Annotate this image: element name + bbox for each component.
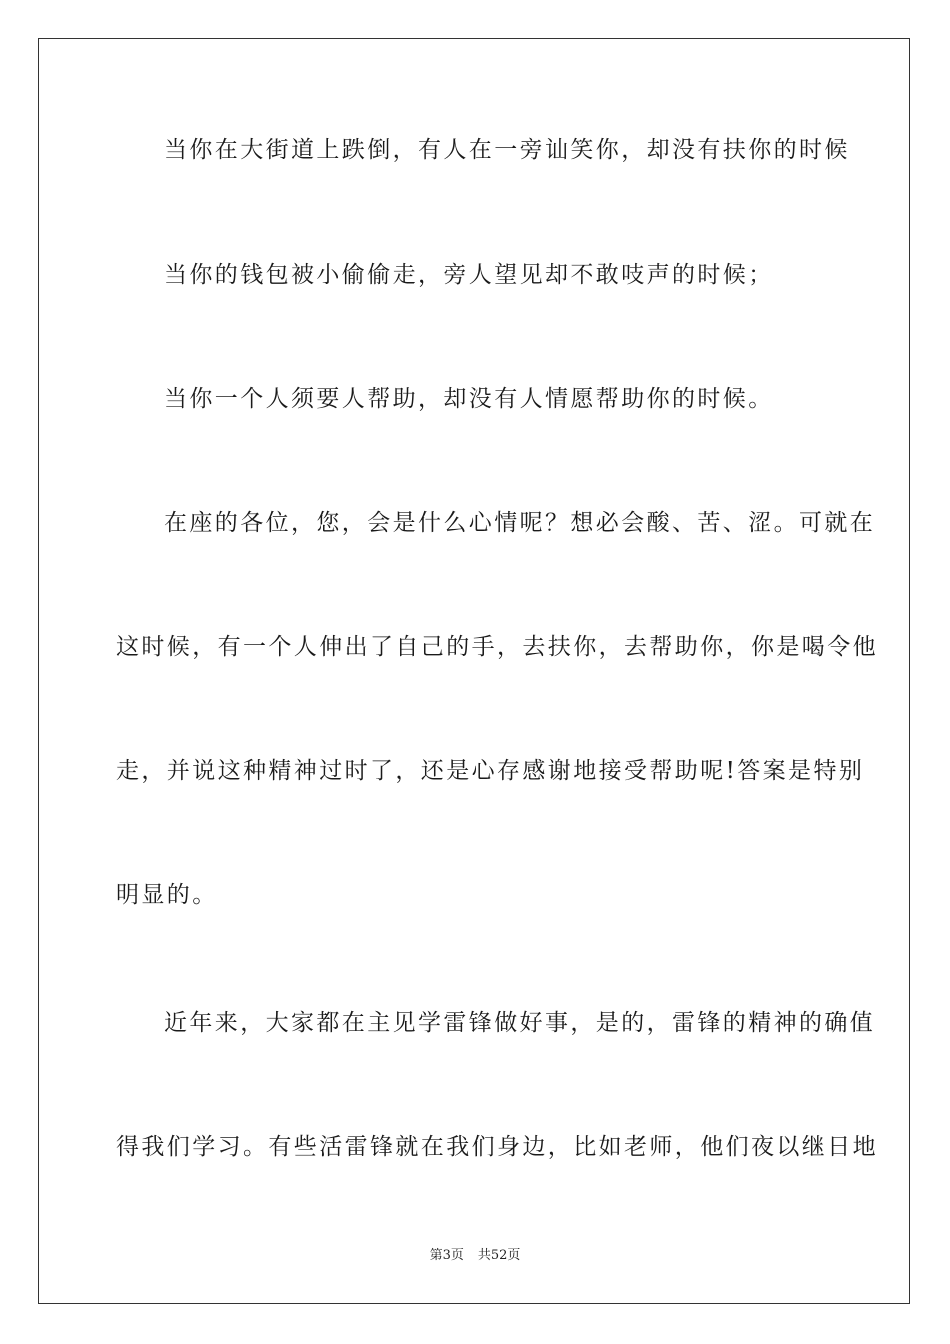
page-border (38, 38, 910, 1304)
page-footer (0, 1247, 950, 1265)
paragraph-line: 当你一个人须要人帮助，却没有人情愿帮助你的时候。 (164, 386, 774, 412)
paragraph-line: 得我们学习。有些活雷锋就在我们身边，比如老师，他们夜以继日地 (116, 1134, 878, 1160)
paragraph-line: 走，并说这种精神过时了，还是心存感谢地接受帮助呢!答案是特别 (116, 758, 865, 784)
paragraph-line: 近年来，大家都在主见学雷锋做好事，是的，雷锋的精神的确值 (164, 1010, 876, 1036)
paragraph-line: 当你在大街道上跌倒，有人在一旁讪笑你，却没有扶你的时候 (164, 137, 850, 163)
paragraph-line: 在座的各位，您，会是什么心情呢？想必会酸、苦、涩。可就在 (164, 510, 876, 536)
paragraph-line: 这时候，有一个人伸出了自己的手，去扶你，去帮助你，你是喝令他 (116, 634, 878, 660)
paragraph-line: 明显的。 (116, 882, 218, 908)
page-number: 第3页 (429, 1248, 464, 1263)
paragraph-line: 当你的钱包被小偷偷走，旁人望见却不敢吱声的时候； (164, 262, 774, 288)
page-total: 共52页 (477, 1248, 521, 1263)
